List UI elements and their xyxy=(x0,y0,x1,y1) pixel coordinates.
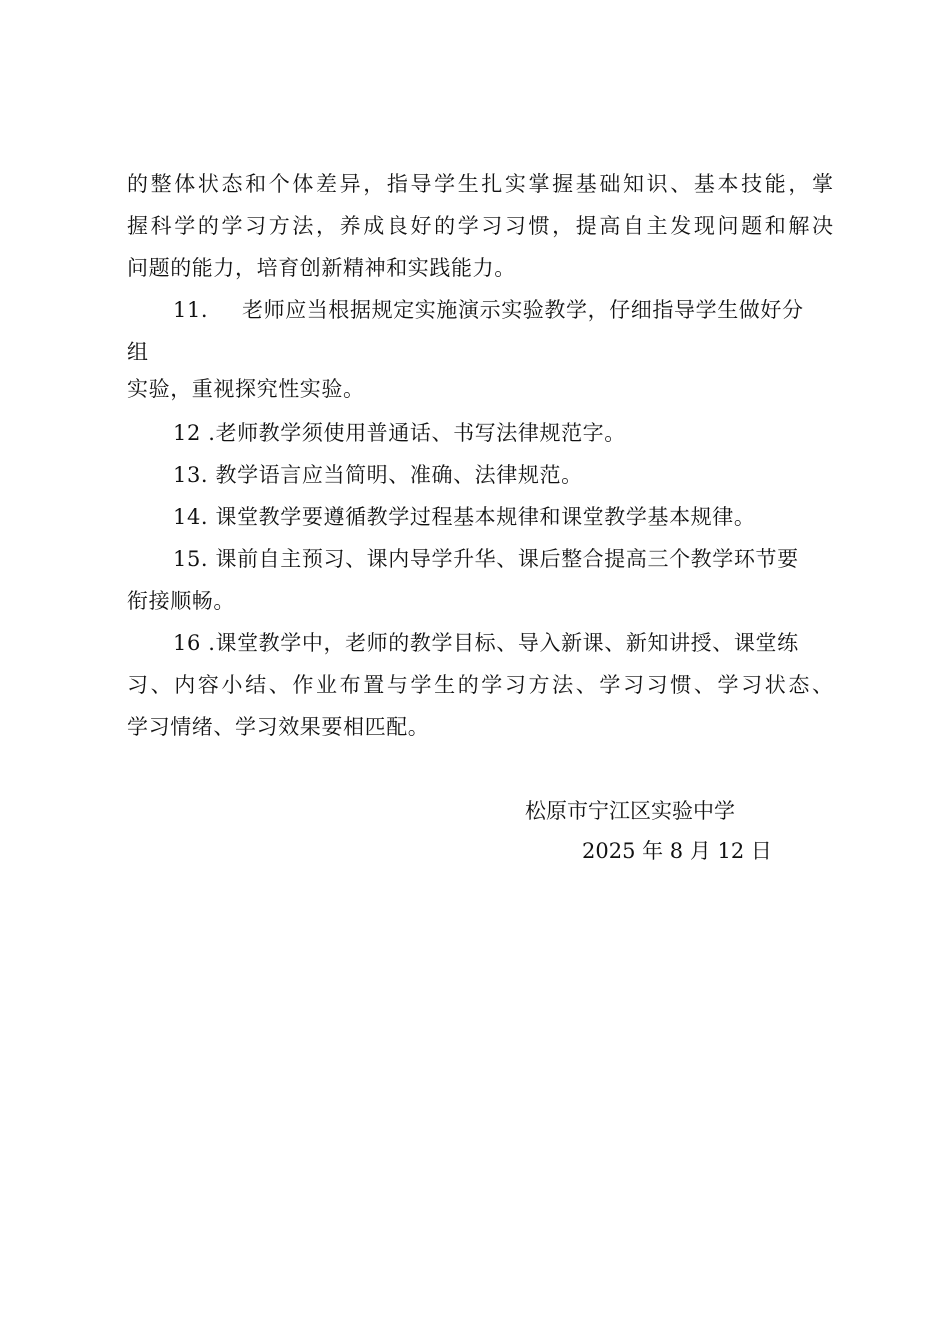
paragraph-11-line-3: 实验，重视探究性实验。 xyxy=(127,377,365,401)
paragraph-10-line-2: 握科学的学习方法，养成良好的学习习惯，提高自主发现问题和解决 xyxy=(127,214,833,238)
paragraph-13: 13. 教学语言应当简明、准确、法律规范。 xyxy=(173,463,583,487)
paragraph-11-line-1: 老师应当根据规定实施演示实验教学，仔细指导学生做好分 xyxy=(242,298,804,322)
paragraph-15-line-2: 衔接顺畅。 xyxy=(127,589,235,613)
paragraph-11-line-2: 组 xyxy=(127,340,149,364)
paragraph-10-line-1: 的整体状态和个体差异，指导学生扎实掌握基础知识、基本技能，掌 xyxy=(127,172,833,196)
paragraph-16-line-3: 学习情绪、学习效果要相匹配。 xyxy=(127,715,430,739)
paragraph-12: 12 .老师教学须使用普通话、书写法律规范字。 xyxy=(173,421,626,445)
signature-organization: 松原市宁江区实验中学 xyxy=(525,799,735,823)
paragraph-16-line-1: 16 .课堂教学中，老师的教学目标、导入新课、新知讲授、课堂练 xyxy=(173,631,799,655)
paragraph-16-line-2: 习、内容小结、作业布置与学生的学习方法、学习习惯、学习状态、 xyxy=(127,673,833,697)
signature-date: 2025 年 8 月 12 日 xyxy=(582,839,772,863)
paragraph-11-number: 11. xyxy=(173,298,209,322)
paragraph-10-line-3: 问题的能力，培育创新精神和实践能力。 xyxy=(127,256,516,280)
paragraph-15-line-1: 15. 课前自主预习、课内导学升华、课后整合提高三个教学环节要 xyxy=(173,547,799,571)
paragraph-14: 14. 课堂教学要遵循教学过程基本规律和课堂教学基本规律。 xyxy=(173,505,756,529)
